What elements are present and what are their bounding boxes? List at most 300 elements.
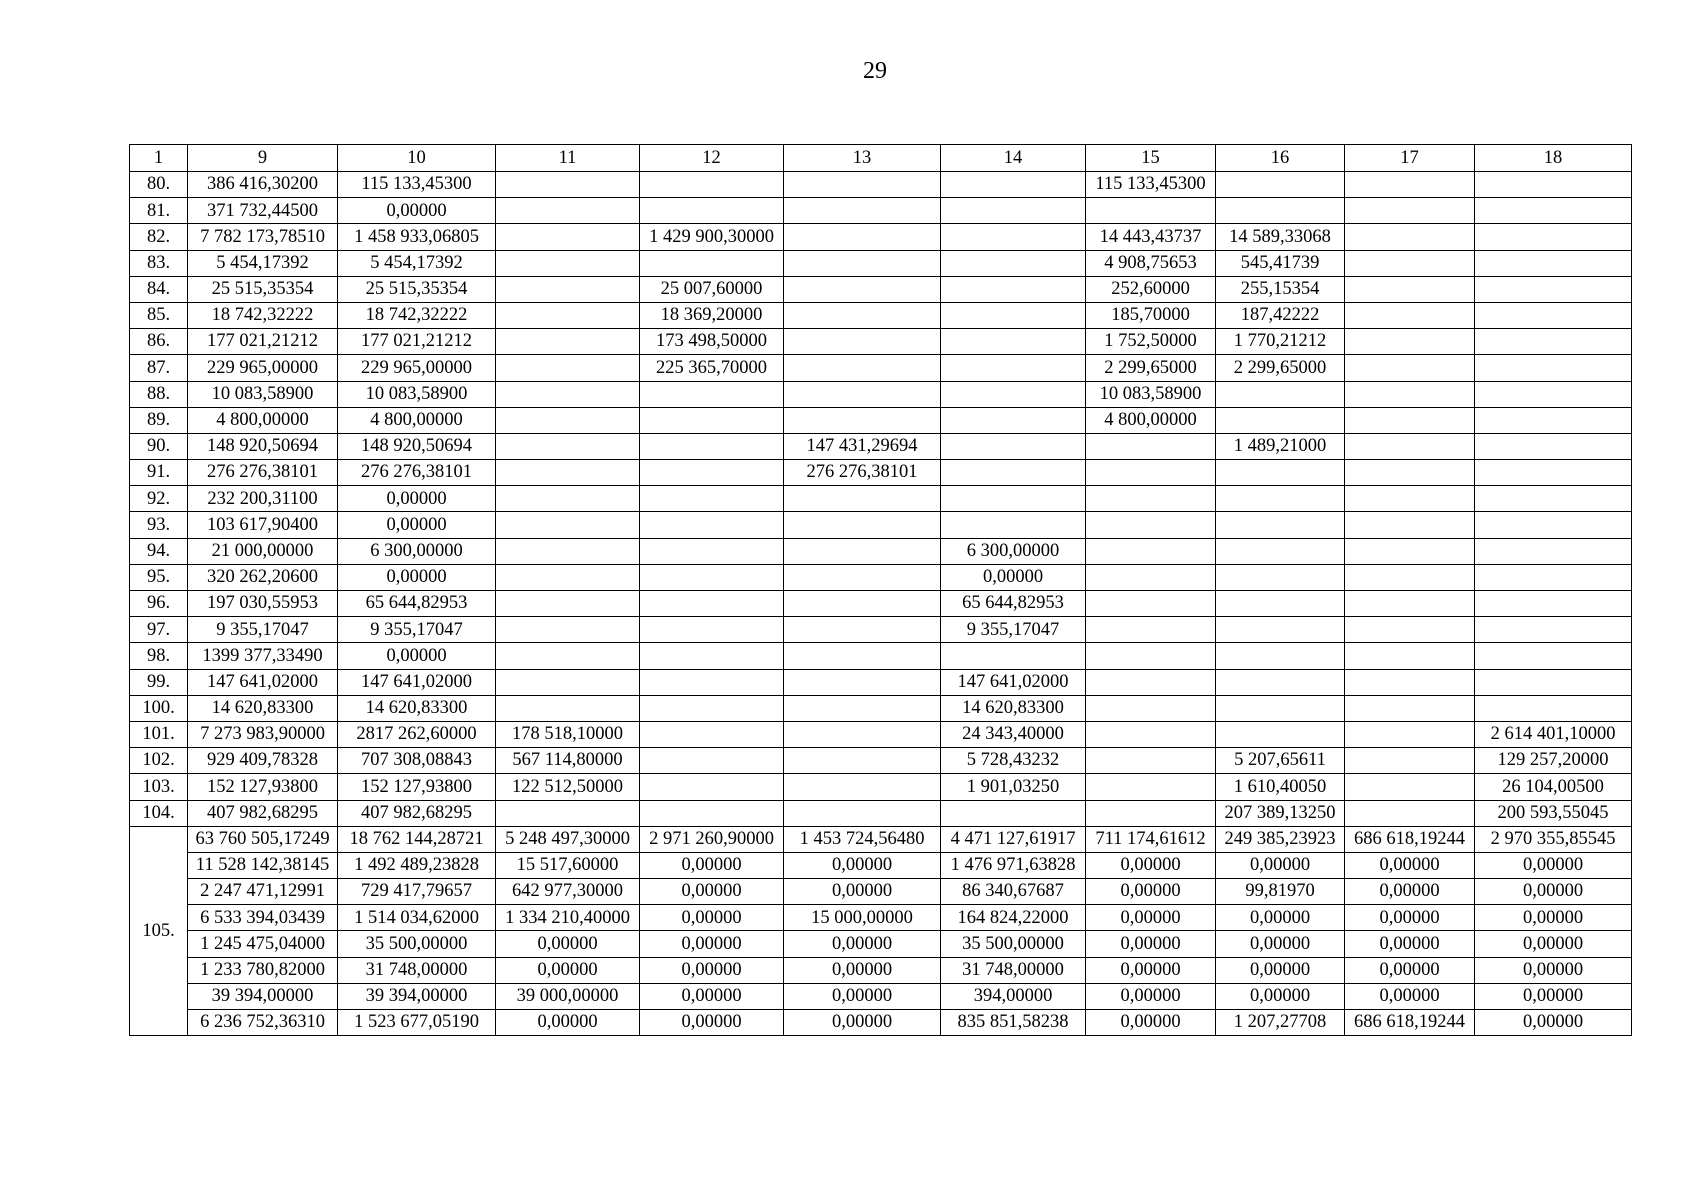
table-cell bbox=[1345, 407, 1475, 433]
table-cell: 0,00000 bbox=[1345, 983, 1475, 1009]
table-cell: 14 620,83300 bbox=[941, 695, 1086, 721]
table-cell: 2 614 401,10000 bbox=[1475, 721, 1632, 747]
table-cell: 4 800,00000 bbox=[338, 407, 496, 433]
table-cell bbox=[1475, 538, 1632, 564]
table-cell: 18 369,20000 bbox=[640, 302, 784, 328]
row-number: 89. bbox=[130, 407, 188, 433]
row-number: 98. bbox=[130, 643, 188, 669]
table-cell bbox=[1475, 486, 1632, 512]
table-cell: 2 971 260,90000 bbox=[640, 826, 784, 852]
table-cell bbox=[496, 381, 640, 407]
table-cell: 9 355,17047 bbox=[338, 617, 496, 643]
table-cell: 39 394,00000 bbox=[188, 983, 338, 1009]
table-cell bbox=[1475, 695, 1632, 721]
table-cell bbox=[1216, 721, 1345, 747]
table-cell bbox=[1216, 643, 1345, 669]
table-cell bbox=[1216, 695, 1345, 721]
row-number: 92. bbox=[130, 486, 188, 512]
table-cell bbox=[496, 407, 640, 433]
table-cell: 15 000,00000 bbox=[784, 905, 941, 931]
table-cell: 0,00000 bbox=[784, 931, 941, 957]
row-number: 103. bbox=[130, 774, 188, 800]
table-cell: 177 021,21212 bbox=[338, 329, 496, 355]
row-number: 95. bbox=[130, 564, 188, 590]
table-cell bbox=[784, 643, 941, 669]
table-cell: 0,00000 bbox=[1475, 905, 1632, 931]
table-row bbox=[130, 381, 1632, 407]
table-cell bbox=[1345, 591, 1475, 617]
table-cell bbox=[1475, 329, 1632, 355]
table-cell bbox=[1216, 198, 1345, 224]
table-cell bbox=[1475, 355, 1632, 381]
table-cell: 14 589,33068 bbox=[1216, 224, 1345, 250]
table-cell: 0,00000 bbox=[338, 486, 496, 512]
row-number: 80. bbox=[130, 172, 188, 198]
table-cell: 115 133,45300 bbox=[338, 172, 496, 198]
table-cell bbox=[1086, 643, 1216, 669]
table-cell bbox=[784, 695, 941, 721]
table-cell: 0,00000 bbox=[640, 905, 784, 931]
table-cell: 686 618,19244 bbox=[1345, 1010, 1475, 1036]
table-cell: 1 770,21212 bbox=[1216, 329, 1345, 355]
table-cell: 148 920,50694 bbox=[338, 433, 496, 459]
table-cell bbox=[784, 355, 941, 381]
table-cell: 0,00000 bbox=[1216, 957, 1345, 983]
table-cell bbox=[1216, 460, 1345, 486]
table-cell bbox=[1345, 695, 1475, 721]
table-cell bbox=[1475, 302, 1632, 328]
table-cell: 0,00000 bbox=[784, 1010, 941, 1036]
table-cell: 0,00000 bbox=[496, 957, 640, 983]
table-cell bbox=[496, 276, 640, 302]
table-row bbox=[130, 591, 1632, 617]
table-cell: 371 732,44500 bbox=[188, 198, 338, 224]
column-header: 10 bbox=[338, 145, 496, 172]
table-cell: 7 273 983,90000 bbox=[188, 721, 338, 747]
table-cell: 0,00000 bbox=[1086, 1010, 1216, 1036]
table-cell bbox=[1345, 302, 1475, 328]
table-cell: 6 236 752,36310 bbox=[188, 1010, 338, 1036]
table-cell bbox=[941, 302, 1086, 328]
table-cell: 232 200,31100 bbox=[188, 486, 338, 512]
table-cell: 0,00000 bbox=[338, 512, 496, 538]
table-cell bbox=[1345, 224, 1475, 250]
table-cell: 14 443,43737 bbox=[1086, 224, 1216, 250]
table-cell bbox=[1086, 564, 1216, 590]
row-number: 96. bbox=[130, 591, 188, 617]
table-cell bbox=[1086, 721, 1216, 747]
table-cell bbox=[496, 224, 640, 250]
table-cell bbox=[640, 695, 784, 721]
table-cell: 0,00000 bbox=[1345, 957, 1475, 983]
table-cell bbox=[1086, 695, 1216, 721]
table-cell: 729 417,79657 bbox=[338, 879, 496, 905]
table-cell bbox=[784, 800, 941, 826]
row-number: 102. bbox=[130, 748, 188, 774]
row-number: 94. bbox=[130, 538, 188, 564]
table-row bbox=[130, 433, 1632, 459]
table-cell: 1 476 971,63828 bbox=[941, 852, 1086, 878]
table-cell: 386 416,30200 bbox=[188, 172, 338, 198]
table-cell: 25 515,35354 bbox=[338, 276, 496, 302]
table-cell: 0,00000 bbox=[1345, 905, 1475, 931]
row-number: 99. bbox=[130, 669, 188, 695]
table-cell bbox=[941, 381, 1086, 407]
table-cell: 15 517,60000 bbox=[496, 852, 640, 878]
table-cell bbox=[496, 538, 640, 564]
table-cell: 1 453 724,56480 bbox=[784, 826, 941, 852]
table-cell: 122 512,50000 bbox=[496, 774, 640, 800]
table-cell bbox=[1086, 460, 1216, 486]
table-cell: 5 248 497,30000 bbox=[496, 826, 640, 852]
table-cell: 5 454,17392 bbox=[188, 250, 338, 276]
column-header: 16 bbox=[1216, 145, 1345, 172]
table-cell: 276 276,38101 bbox=[784, 460, 941, 486]
table-cell: 4 800,00000 bbox=[1086, 407, 1216, 433]
table-cell: 0,00000 bbox=[1475, 1010, 1632, 1036]
table-cell bbox=[1475, 564, 1632, 590]
table-cell: 129 257,20000 bbox=[1475, 748, 1632, 774]
table-cell bbox=[1345, 538, 1475, 564]
column-header: 12 bbox=[640, 145, 784, 172]
table-cell bbox=[784, 486, 941, 512]
table-cell: 25 007,60000 bbox=[640, 276, 784, 302]
table-cell: 63 760 505,17249 bbox=[188, 826, 338, 852]
table-cell bbox=[640, 564, 784, 590]
table-cell bbox=[1475, 172, 1632, 198]
table-cell bbox=[941, 250, 1086, 276]
table-cell: 642 977,30000 bbox=[496, 879, 640, 905]
row-number: 87. bbox=[130, 355, 188, 381]
table-cell: 147 641,02000 bbox=[941, 669, 1086, 695]
row-number: 104. bbox=[130, 800, 188, 826]
table-cell: 1 489,21000 bbox=[1216, 433, 1345, 459]
table-cell bbox=[784, 617, 941, 643]
table-cell: 686 618,19244 bbox=[1345, 826, 1475, 852]
table-cell bbox=[941, 512, 1086, 538]
table-cell: 0,00000 bbox=[496, 1010, 640, 1036]
table-cell bbox=[784, 591, 941, 617]
table-cell bbox=[784, 748, 941, 774]
table-row bbox=[130, 1010, 1632, 1036]
table-cell bbox=[1345, 355, 1475, 381]
table-cell: 0,00000 bbox=[1216, 905, 1345, 931]
table-cell: 24 343,40000 bbox=[941, 721, 1086, 747]
table-cell bbox=[941, 276, 1086, 302]
table-cell: 9 355,17047 bbox=[941, 617, 1086, 643]
table-cell: 2 247 471,12991 bbox=[188, 879, 338, 905]
table-cell bbox=[1475, 407, 1632, 433]
table-cell: 0,00000 bbox=[496, 931, 640, 957]
table-cell bbox=[784, 198, 941, 224]
table-cell: 25 515,35354 bbox=[188, 276, 338, 302]
table-cell bbox=[1475, 381, 1632, 407]
table-cell: 1 492 489,23828 bbox=[338, 852, 496, 878]
table-cell: 0,00000 bbox=[640, 1010, 784, 1036]
table-cell: 18 742,32222 bbox=[188, 302, 338, 328]
financial-table bbox=[129, 144, 1632, 1036]
table-cell bbox=[1345, 748, 1475, 774]
table-cell: 0,00000 bbox=[338, 564, 496, 590]
column-header: 13 bbox=[784, 145, 941, 172]
table-cell bbox=[784, 381, 941, 407]
table-cell bbox=[640, 721, 784, 747]
column-header: 14 bbox=[941, 145, 1086, 172]
table-cell bbox=[1086, 198, 1216, 224]
table-cell: 0,00000 bbox=[1475, 957, 1632, 983]
table-cell: 6 300,00000 bbox=[941, 538, 1086, 564]
table-row bbox=[130, 774, 1632, 800]
table-cell bbox=[496, 617, 640, 643]
table-cell: 1 458 933,06805 bbox=[338, 224, 496, 250]
row-number: 86. bbox=[130, 329, 188, 355]
table-cell bbox=[784, 774, 941, 800]
table-cell bbox=[941, 643, 1086, 669]
table-cell bbox=[1216, 407, 1345, 433]
table-cell: 4 800,00000 bbox=[188, 407, 338, 433]
table-cell: 0,00000 bbox=[1475, 852, 1632, 878]
table-cell bbox=[1216, 486, 1345, 512]
table-cell bbox=[496, 172, 640, 198]
table-cell bbox=[1345, 669, 1475, 695]
table-cell: 164 824,22000 bbox=[941, 905, 1086, 931]
table-cell bbox=[1345, 486, 1475, 512]
table-cell: 5 728,43232 bbox=[941, 748, 1086, 774]
table-cell: 152 127,93800 bbox=[188, 774, 338, 800]
table-cell bbox=[496, 460, 640, 486]
table-cell bbox=[784, 250, 941, 276]
table-row bbox=[130, 512, 1632, 538]
row-number: 91. bbox=[130, 460, 188, 486]
table-cell: 0,00000 bbox=[784, 852, 941, 878]
table-cell: 711 174,61612 bbox=[1086, 826, 1216, 852]
table-cell bbox=[640, 250, 784, 276]
table-cell: 9 355,17047 bbox=[188, 617, 338, 643]
table-cell: 6 300,00000 bbox=[338, 538, 496, 564]
row-number: 97. bbox=[130, 617, 188, 643]
table-cell: 177 021,21212 bbox=[188, 329, 338, 355]
table-cell bbox=[496, 433, 640, 459]
table-cell bbox=[1216, 381, 1345, 407]
table-row bbox=[130, 721, 1632, 747]
table-cell: 35 500,00000 bbox=[338, 931, 496, 957]
table-cell bbox=[1216, 172, 1345, 198]
table-cell: 407 982,68295 bbox=[338, 800, 496, 826]
table-row bbox=[130, 852, 1632, 878]
table-cell bbox=[496, 355, 640, 381]
table-cell: 200 593,55045 bbox=[1475, 800, 1632, 826]
table-cell: 5 207,65611 bbox=[1216, 748, 1345, 774]
table-cell bbox=[1345, 276, 1475, 302]
table-cell: 707 308,08843 bbox=[338, 748, 496, 774]
table-cell bbox=[1345, 250, 1475, 276]
table-cell bbox=[1345, 721, 1475, 747]
column-header: 18 bbox=[1475, 145, 1632, 172]
table-row bbox=[130, 695, 1632, 721]
table-cell bbox=[784, 407, 941, 433]
table-cell bbox=[1475, 433, 1632, 459]
table-cell: 31 748,00000 bbox=[338, 957, 496, 983]
table-row bbox=[130, 800, 1632, 826]
table-row bbox=[130, 329, 1632, 355]
table-cell bbox=[941, 329, 1086, 355]
table-cell: 39 394,00000 bbox=[338, 983, 496, 1009]
table-cell bbox=[784, 302, 941, 328]
table-cell bbox=[1216, 512, 1345, 538]
table-cell: 7 782 173,78510 bbox=[188, 224, 338, 250]
table-cell: 0,00000 bbox=[1086, 957, 1216, 983]
table-cell bbox=[1216, 538, 1345, 564]
table-cell bbox=[640, 407, 784, 433]
table-cell: 407 982,68295 bbox=[188, 800, 338, 826]
table-cell: 1 207,27708 bbox=[1216, 1010, 1345, 1036]
table-cell bbox=[640, 669, 784, 695]
table-row bbox=[130, 748, 1632, 774]
table-cell: 0,00000 bbox=[1086, 879, 1216, 905]
table-cell: 0,00000 bbox=[1086, 983, 1216, 1009]
table-cell bbox=[640, 748, 784, 774]
table-cell: 147 641,02000 bbox=[338, 669, 496, 695]
table-cell: 0,00000 bbox=[1216, 983, 1345, 1009]
table-cell bbox=[640, 433, 784, 459]
table-cell bbox=[784, 669, 941, 695]
table-cell: 0,00000 bbox=[784, 879, 941, 905]
table-cell: 26 104,00500 bbox=[1475, 774, 1632, 800]
table-cell bbox=[941, 355, 1086, 381]
table-cell: 4 908,75653 bbox=[1086, 250, 1216, 276]
table-cell bbox=[496, 669, 640, 695]
table-cell: 0,00000 bbox=[784, 983, 941, 1009]
table-cell bbox=[496, 591, 640, 617]
table-cell bbox=[1345, 198, 1475, 224]
table-row bbox=[130, 486, 1632, 512]
table-cell bbox=[941, 800, 1086, 826]
table-row bbox=[130, 564, 1632, 590]
table-cell: 229 965,00000 bbox=[188, 355, 338, 381]
table-cell: 18 742,32222 bbox=[338, 302, 496, 328]
table-cell: 1 245 475,04000 bbox=[188, 931, 338, 957]
column-header: 1 bbox=[130, 145, 188, 172]
column-header: 17 bbox=[1345, 145, 1475, 172]
table-cell: 1 610,40050 bbox=[1216, 774, 1345, 800]
table-cell: 567 114,80000 bbox=[496, 748, 640, 774]
table-row bbox=[130, 302, 1632, 328]
table-cell bbox=[784, 276, 941, 302]
table-cell: 0,00000 bbox=[640, 879, 784, 905]
table-cell: 0,00000 bbox=[640, 931, 784, 957]
table-cell bbox=[941, 224, 1086, 250]
table-cell bbox=[1475, 250, 1632, 276]
table-row bbox=[130, 669, 1632, 695]
row-number: 101. bbox=[130, 721, 188, 747]
table-cell: 103 617,90400 bbox=[188, 512, 338, 538]
table-cell: 35 500,00000 bbox=[941, 931, 1086, 957]
table-cell bbox=[784, 329, 941, 355]
table-cell bbox=[1345, 329, 1475, 355]
table-cell bbox=[1345, 512, 1475, 538]
table-row bbox=[130, 172, 1632, 198]
table-cell: 65 644,82953 bbox=[941, 591, 1086, 617]
table-cell bbox=[1345, 172, 1475, 198]
row-number: 105. bbox=[130, 826, 188, 1036]
table-cell bbox=[640, 172, 784, 198]
table-cell: 0,00000 bbox=[784, 957, 941, 983]
table-cell bbox=[496, 250, 640, 276]
table-cell bbox=[640, 643, 784, 669]
table-cell bbox=[640, 198, 784, 224]
table-cell bbox=[1086, 748, 1216, 774]
row-number: 81. bbox=[130, 198, 188, 224]
table-row bbox=[130, 879, 1632, 905]
table-cell bbox=[784, 538, 941, 564]
table-cell: 173 498,50000 bbox=[640, 329, 784, 355]
table-row bbox=[130, 460, 1632, 486]
table-cell: 0,00000 bbox=[1475, 931, 1632, 957]
table-cell bbox=[640, 538, 784, 564]
table-cell: 320 262,20600 bbox=[188, 564, 338, 590]
table-cell bbox=[1345, 774, 1475, 800]
table-cell bbox=[941, 172, 1086, 198]
table-cell bbox=[496, 695, 640, 721]
row-number: 84. bbox=[130, 276, 188, 302]
table-cell: 185,70000 bbox=[1086, 302, 1216, 328]
table-cell bbox=[941, 433, 1086, 459]
table-cell: 4 471 127,61917 bbox=[941, 826, 1086, 852]
table-cell: 207 389,13250 bbox=[1216, 800, 1345, 826]
table-cell: 0,00000 bbox=[1216, 931, 1345, 957]
table-row bbox=[130, 643, 1632, 669]
table-cell: 0,00000 bbox=[1086, 852, 1216, 878]
table-cell: 187,42222 bbox=[1216, 302, 1345, 328]
table-cell: 0,00000 bbox=[1475, 879, 1632, 905]
table-cell bbox=[1345, 643, 1475, 669]
table-cell bbox=[640, 591, 784, 617]
table-cell bbox=[784, 224, 941, 250]
table-cell: 1399 377,33490 bbox=[188, 643, 338, 669]
row-number: 100. bbox=[130, 695, 188, 721]
table-cell: 1 901,03250 bbox=[941, 774, 1086, 800]
table-cell: 0,00000 bbox=[1086, 931, 1216, 957]
page-number: 29 bbox=[863, 58, 887, 84]
table-row bbox=[130, 905, 1632, 931]
table-row bbox=[130, 198, 1632, 224]
table-cell bbox=[784, 564, 941, 590]
table-cell bbox=[640, 512, 784, 538]
table-cell: 255,15354 bbox=[1216, 276, 1345, 302]
table-cell bbox=[1475, 198, 1632, 224]
table-cell: 0,00000 bbox=[1475, 983, 1632, 1009]
table-row bbox=[130, 276, 1632, 302]
table-cell bbox=[640, 486, 784, 512]
table-cell: 21 000,00000 bbox=[188, 538, 338, 564]
table-cell bbox=[496, 800, 640, 826]
table-cell bbox=[784, 721, 941, 747]
table-cell: 835 851,58238 bbox=[941, 1010, 1086, 1036]
table-cell bbox=[941, 198, 1086, 224]
table-row bbox=[130, 538, 1632, 564]
column-header: 11 bbox=[496, 145, 640, 172]
table-cell bbox=[496, 564, 640, 590]
table-cell bbox=[1345, 617, 1475, 643]
table-cell: 10 083,58900 bbox=[338, 381, 496, 407]
row-number: 83. bbox=[130, 250, 188, 276]
table-cell: 10 083,58900 bbox=[188, 381, 338, 407]
table-cell bbox=[1216, 564, 1345, 590]
table-cell: 1 429 900,30000 bbox=[640, 224, 784, 250]
table-cell: 276 276,38101 bbox=[188, 460, 338, 486]
table-cell bbox=[1345, 564, 1475, 590]
table-cell: 276 276,38101 bbox=[338, 460, 496, 486]
